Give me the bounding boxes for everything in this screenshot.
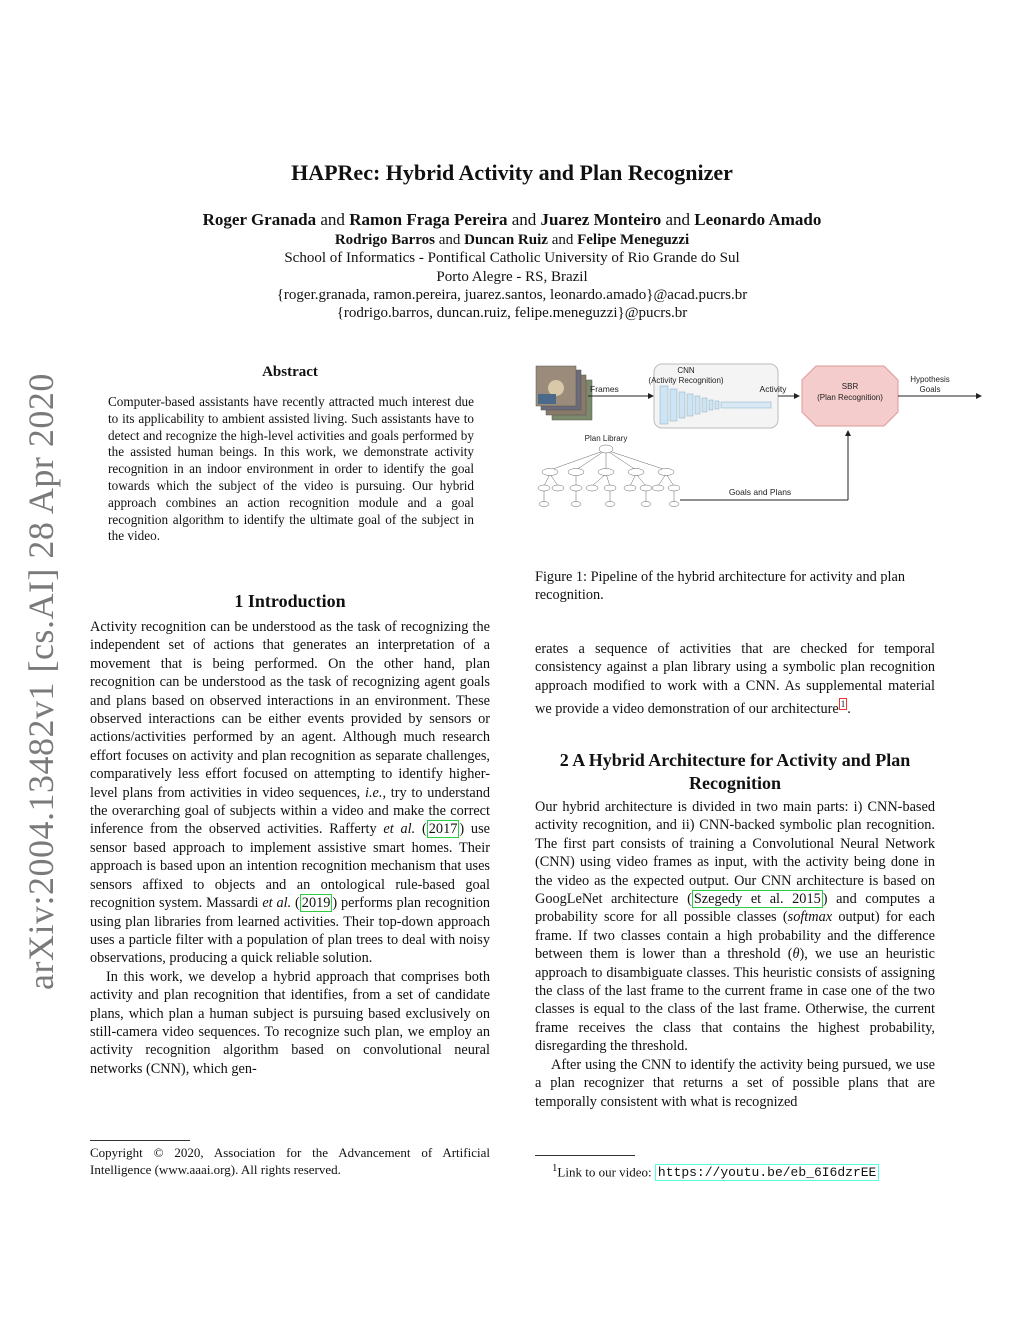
- sbr-sublabel: (Plan Recognition): [817, 393, 883, 402]
- plan-library-label: Plan Library: [584, 434, 628, 443]
- affiliation-city: Porto Alegre - RS, Brazil: [436, 269, 588, 285]
- affiliation-school: School of Informatics - Pontifical Catholic University of Rio Grande do Sul: [284, 250, 740, 266]
- video-link[interactable]: https://youtu.be/eb_6I6dzrEE: [655, 1164, 879, 1181]
- emails-1: {roger.granada, ramon.pereira, juarez.santos, leonardo.amado}@acad.pucrs.br: [276, 287, 748, 303]
- cnn-label: CNN: [677, 366, 695, 375]
- author: Rodrigo Barros: [334, 232, 435, 248]
- section-1-heading: 1 Introduction: [234, 591, 346, 611]
- footnote-rule: [90, 1140, 190, 1141]
- author-line-1: Roger Granada and Ramon Fraga Pereira and Juarez Monteiro and Leonardo Amado: [202, 210, 822, 229]
- abstract-heading: Abstract: [262, 364, 318, 380]
- citation-link[interactable]: Szegedy et al. 2015: [693, 891, 821, 908]
- author: Leonardo Amado: [694, 210, 822, 229]
- hypothesis-label: Hypothesis: [910, 375, 950, 384]
- author: Duncan Ruiz: [464, 232, 548, 248]
- plan-library-tree: [538, 445, 680, 507]
- frames-label: Frames: [590, 384, 619, 394]
- paper-title: HAPRec: Hybrid Activity and Plan Recognizer: [291, 160, 733, 185]
- right-column-continuation: [535, 640, 935, 718]
- abstract-text: Computer-based assistants have recently attracted much interest due to its applicability to ambient assisted living. Such assistants have to detect and recognize the high-level activities and goals performed by the assisted human beings. In this work, we demonstrate activity recognition in an indoor environment in order to identify the goal towards which the subject of the video is pursuing. Our hybrid approach combines an action recognition module and a goal recognition algorithm to identify the ultimate goal of the subject in the video.: [108, 394, 474, 544]
- paragraph: Our hybrid architecture is divided in two main parts: i) CNN-based activity recognition, and ii) CNN-backed symbolic plan recognition. The first part consists of training a Convolutional Neural Network (CNN) using video frames as input, with the activity being done in the video as the expected output. Our CNN architecture is based on GoogLeNet architecture ( Szegedy et al. 2015 ) and computes a probability score for all possible classes (softmax output) for each frame. If two classes contain a high probability and the difference between them is lower than a threshold (θ), we use an heuristic approach to disambiguate classes. This heuristic consists of assigning the class of the last frame to the current frame in case one of the two classes is equal to the class of the last frame. Otherwise, the current frame receives the class that contains the highest probability, disregarding the threshold.: [535, 799, 935, 1055]
- author: Juarez Monteiro: [540, 210, 662, 229]
- activity-label: Activity: [759, 384, 787, 394]
- author: Felipe Meneguzzi: [577, 232, 690, 248]
- section-2-body: [535, 798, 935, 1111]
- figure-1-caption: Figure 1: Pipeline of the hybrid architecture for activity and plan recognition.: [535, 569, 906, 604]
- emails-2: {rodrigo.barros, duncan.ruiz, felipe.meneguzzi}@pucrs.br: [336, 305, 688, 321]
- footnote-rule: [535, 1155, 635, 1156]
- paragraph: Activity recognition can be understood as the task of recognizing the independent set of actions that generates an interpretation of a movement that is being performed. On the other hand, plan recognition can be understood as the task of recognizing agent goals and plans based on observed interactions in an environment. These observed interactions can be either events provided by sensors or actions/activities performed by an agent. Although much research effort focuses on activity and plan recognition as separate challenges, comparatively less effort focused on attempting to identify higher-level plans from activities in video sequences, i.e., try to understand the overarching goal of subjects within a video and make the correct inference from the observed activities. Rafferty et al. ( 2017 ) use sensor based approach to implement assistive smart homes. Their approach is based upon an intention recognition mechanism that uses sensors affixed to objects and an ontological rule-based goal recognition system. Massardi et al. ( 2019 ) performs plan recognition using plan libraries from learned activities. Their top-down approach uses a particle filter with a population of plan trees to deal with noisy observations, producing a quick reliable solution.: [90, 619, 491, 967]
- paragraph: In this work, we develop a hybrid approach that comprises both activity and plan recognition that identifies, from a set of candidate plans, which plan a human subject is pursuing based exclusively on still-camera video sequences. To recognize such plan, we employ an activity recognition algorithm based on convolutional neural networks (CNN), which gen-: [90, 968, 490, 1077]
- paragraph: After using the CNN to identify the activity being pursued, we use a plan recognizer that returns a set of possible plans that are temporally consistent with what is recognized: [535, 1056, 935, 1110]
- goals-plans-label: Goals and Plans: [728, 487, 792, 497]
- footnote-marker[interactable]: 1: [840, 699, 846, 710]
- paragraph: erates a sequence of activities that are checked for temporal consistency against a plan library using a symbolic plan recognition approach modified to work with a CNN. As supplemental material we provide a video demonstration of our architecture $^1$ .: [535, 641, 935, 717]
- video-frames-image: [536, 366, 592, 420]
- copyright-note: Copyright © 2020, Association for the Advancement of Artificial Intelligence (www.aaai.org). All rights reserved.: [90, 1145, 490, 1177]
- author: Ramon Fraga Pereira: [349, 210, 508, 229]
- sbr-label: SBR: [841, 382, 859, 391]
- citation-link[interactable]: 2019: [301, 895, 331, 912]
- section-2-heading: 2 A Hybrid Architecture for Activity and Plan Recognition: [559, 750, 911, 793]
- goals-label: Goals: [919, 385, 941, 394]
- citation-link[interactable]: 2017: [428, 821, 458, 838]
- video-footnote: $^1$Link to our video: https://youtu.be/eb_6I6dzrEE: [552, 1160, 952, 1181]
- author: Roger Granada: [202, 210, 317, 229]
- cnn-sublabel: (Activity Recognition): [648, 376, 724, 385]
- figure-1-pipeline: [530, 358, 990, 538]
- section-1-body: [90, 618, 490, 1078]
- arxiv-stamp: arXiv:2004.13482v1 [cs.AI] 28 Apr 2020: [21, 373, 61, 990]
- author-line-2: Rodrigo Barros and Duncan Ruiz and Felipe Meneguzzi: [334, 232, 690, 248]
